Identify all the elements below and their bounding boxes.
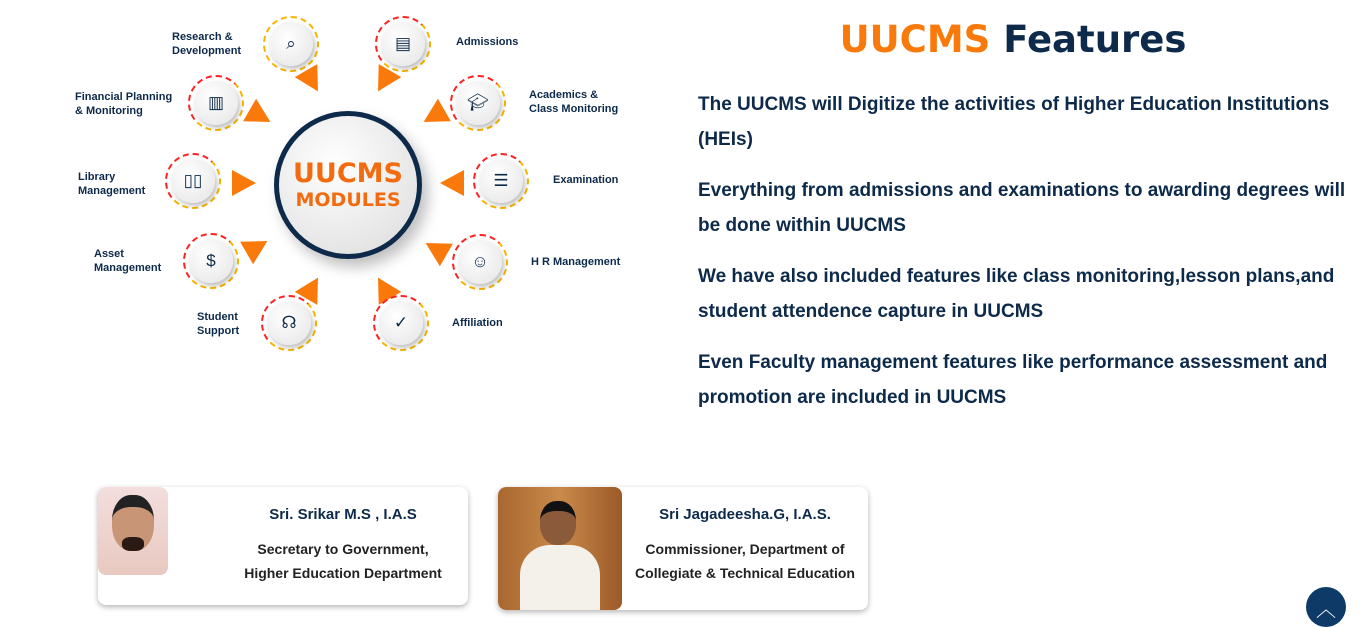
module-asset <box>183 233 239 289</box>
documents-icon: ▤ <box>381 22 425 66</box>
official-role <box>208 537 468 585</box>
features-title <box>678 18 1348 61</box>
headset-user-icon: ☊ <box>267 301 311 345</box>
official-role <box>622 537 868 585</box>
module-label: Financial Planning & Monitoring <box>75 91 173 117</box>
asset-hand-icon: $ <box>189 239 233 283</box>
center-subtitle: MODULES <box>295 189 401 211</box>
module-label: Admissions <box>456 36 519 48</box>
module-label: Academics & Class Monitoring <box>529 89 619 115</box>
certificate-icon: ✓ <box>379 301 423 345</box>
feature-paragraph: We have also included features like class monitoring,lesson plans,and student attendence capture in UUCMS <box>698 266 1335 322</box>
scroll-to-top-button[interactable] <box>1306 587 1346 627</box>
module-research <box>263 16 319 72</box>
module-label: Research & Development <box>172 31 242 57</box>
official-card <box>498 487 868 610</box>
arrow-icon <box>232 170 256 196</box>
arrow-icon <box>243 99 277 134</box>
module-hr <box>452 234 508 290</box>
uucms-modules-diagram <box>0 0 660 380</box>
employee-icon: ☺ <box>458 240 502 284</box>
exam-sheet-icon: ☰ <box>479 159 523 203</box>
module-examination <box>473 153 529 209</box>
module-label: H R Management <box>531 256 621 268</box>
module-label: Student Support <box>197 311 240 337</box>
role-line: Collegiate & Technical Education <box>635 565 855 581</box>
bar-chart-icon: ▥ <box>194 81 238 125</box>
books-icon: ▯▯ <box>171 159 215 203</box>
arrow-icon <box>440 170 464 196</box>
official-name: Sri Jagadeesha.G, I.A.S. <box>659 506 831 523</box>
arrow-icon <box>419 232 453 267</box>
title-accent: UUCMS <box>839 18 991 61</box>
module-student-support <box>261 295 317 351</box>
module-academics <box>450 75 506 131</box>
module-label: Asset Management <box>94 248 162 274</box>
center-circle <box>274 111 422 259</box>
official-card <box>98 487 468 605</box>
arrow-icon <box>417 99 451 134</box>
chevron-up-icon: ︿ <box>1316 598 1336 621</box>
module-admissions <box>375 16 431 72</box>
role-line: Higher Education Department <box>244 565 442 581</box>
arrow-icon <box>240 230 274 265</box>
module-label: Affiliation <box>452 317 503 329</box>
feature-paragraph: Even Faculty management features like performance assessment and promotion are included in UUCMS <box>698 352 1328 408</box>
research-icon: ⌕ <box>269 22 313 66</box>
features-section <box>698 0 1348 415</box>
center-title: UUCMS <box>293 158 403 189</box>
feature-paragraph: The UUCMS will Digitize the activities of Higher Education Institutions (HEIs) <box>698 94 1330 150</box>
module-label: Library Management <box>78 171 146 197</box>
module-library <box>165 153 221 209</box>
feature-paragraph: Everything from admissions and examinations to awarding degrees will be done within UUCMS <box>698 180 1346 236</box>
module-label: Examination <box>553 174 619 186</box>
role-line: Commissioner, Department of <box>645 541 845 557</box>
official-name: Sri. Srikar M.S , I.A.S <box>269 506 417 523</box>
role-line: Secretary to Government, <box>257 541 429 557</box>
title-rest: Features <box>1003 18 1187 61</box>
official-photo <box>498 487 622 610</box>
module-financial <box>188 75 244 131</box>
graduation-cap-icon: 🎓︎ <box>456 81 500 125</box>
module-affiliation <box>373 295 429 351</box>
official-photo <box>98 487 168 575</box>
